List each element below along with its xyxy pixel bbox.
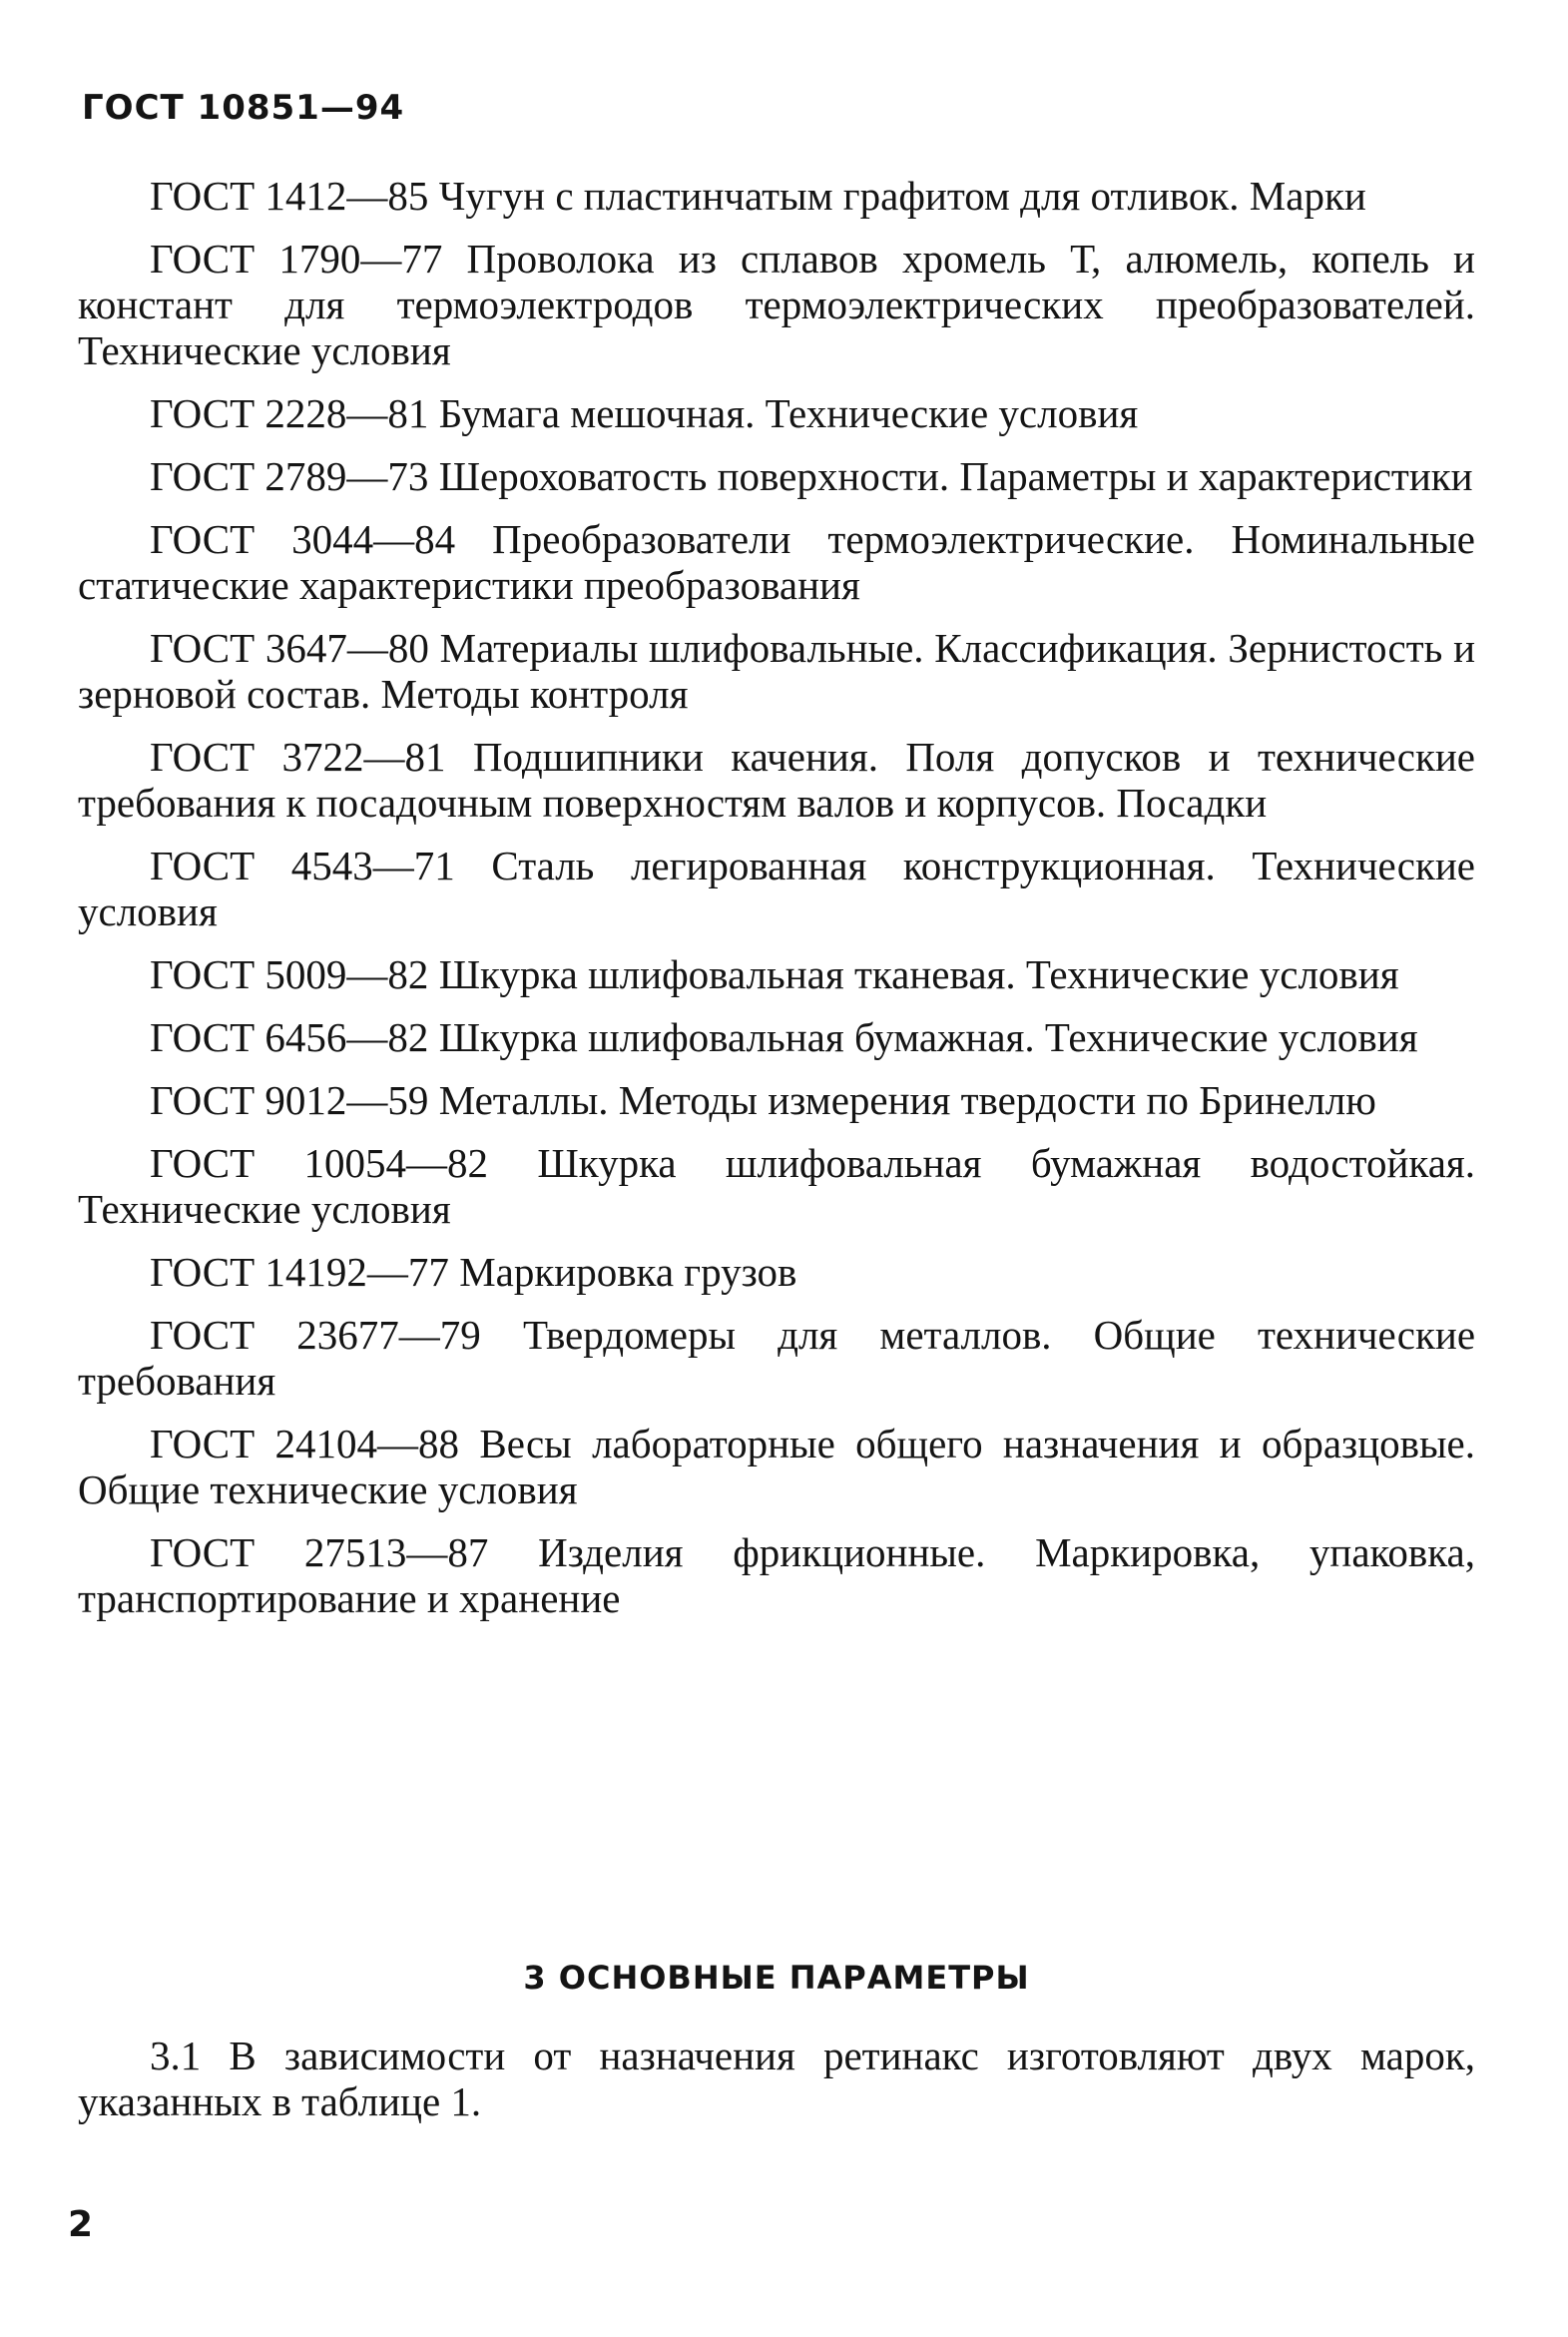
- reference-item: [78, 951, 1475, 997]
- reference-code: ГОСТ 1412—85: [150, 173, 429, 219]
- reference-item: [78, 1014, 1475, 1060]
- reference-title: Бумага мешочная. Технические условия: [438, 390, 1139, 436]
- reference-code: ГОСТ 1790—77: [150, 236, 443, 282]
- reference-title: Изделия фрикционные. Маркировка, упаковка, транспортирование и хранение: [78, 1529, 1475, 1621]
- reference-code: ГОСТ 2228—81: [150, 390, 429, 436]
- reference-item: [78, 734, 1475, 826]
- reference-item: [78, 173, 1475, 219]
- reference-code: ГОСТ 24104—88: [150, 1421, 460, 1466]
- reference-title: Весы лабораторные общего назначения и образцовые. Общие технические условия: [78, 1421, 1476, 1512]
- reference-item: [78, 1312, 1475, 1404]
- reference-item: [78, 1529, 1475, 1621]
- reference-item: [78, 1140, 1475, 1232]
- reference-title: Преобразователи термоэлектрические. Номинальные статические характеристики преобразования: [78, 516, 1476, 608]
- reference-code: ГОСТ 4543—71: [150, 843, 455, 888]
- reference-item: [78, 390, 1475, 436]
- reference-title: Шкурка шлифовальная бумажная. Технические условия: [438, 1014, 1418, 1060]
- reference-item: [78, 236, 1475, 373]
- reference-title: Твердомеры для металлов. Общие технические требования: [78, 1312, 1476, 1404]
- reference-title: Сталь легированная конструкционная. Технические условия: [78, 843, 1475, 934]
- reference-item: [78, 1077, 1475, 1123]
- reference-title: Материалы шлифовальные. Классификация. Зернистость и зерновой состав. Методы контроля: [78, 625, 1476, 717]
- reference-code: ГОСТ 27513—87: [150, 1529, 489, 1575]
- reference-code: ГОСТ 3722—81: [150, 734, 446, 780]
- reference-title: Шкурка шлифовальная тканевая. Технические условия: [438, 951, 1399, 997]
- reference-item: [78, 516, 1475, 608]
- reference-title: Чугун с пластинчатым графитом для отливок. Марки: [438, 173, 1366, 219]
- reference-code: ГОСТ 6456—82: [150, 1014, 429, 1060]
- document-header: ГОСТ 10851—94: [82, 88, 405, 128]
- reference-title: Подшипники качения. Поля допусков и технические требования к посадочным поверхностям валов и корпусов. Посадки: [78, 734, 1476, 826]
- reference-item: [78, 453, 1475, 499]
- reference-title: Маркировка грузов: [459, 1249, 797, 1295]
- reference-item: [78, 843, 1475, 934]
- normative-references-list: [78, 173, 1475, 1638]
- section-paragraph: 3.1 В зависимости от назначения ретинакс изготовляют двух марок, указанных в таблице 1.: [78, 2033, 1475, 2124]
- reference-code: ГОСТ 23677—79: [150, 1312, 481, 1358]
- reference-title: Металлы. Методы измерения твердости по Бринеллю: [438, 1077, 1376, 1123]
- reference-code: ГОСТ 9012—59: [150, 1077, 429, 1123]
- reference-code: ГОСТ 3647—80: [150, 625, 429, 671]
- reference-item: [78, 1249, 1475, 1295]
- reference-item: [78, 1421, 1475, 1512]
- reference-code: ГОСТ 14192—77: [150, 1249, 449, 1295]
- page-number: 2: [68, 2204, 94, 2245]
- reference-code: ГОСТ 5009—82: [150, 951, 429, 997]
- reference-code: ГОСТ 10054—82: [150, 1140, 489, 1186]
- reference-title: Проволока из сплавов хромель Т, алюмель, копель и констант для термоэлектродов термоэлектрических преобразователей. Технические условия: [78, 236, 1476, 373]
- reference-code: ГОСТ 2789—73: [150, 453, 429, 499]
- reference-title: Шкурка шлифовальная бумажная водостойкая. Технические условия: [78, 1140, 1475, 1232]
- reference-title: Шероховатость поверхности. Параметры и характеристики: [438, 453, 1473, 499]
- reference-code: ГОСТ 3044—84: [150, 516, 456, 562]
- reference-item: [78, 625, 1475, 717]
- section-heading: 3 ОСНОВНЫЕ ПАРАМЕТРЫ: [523, 1959, 1030, 1997]
